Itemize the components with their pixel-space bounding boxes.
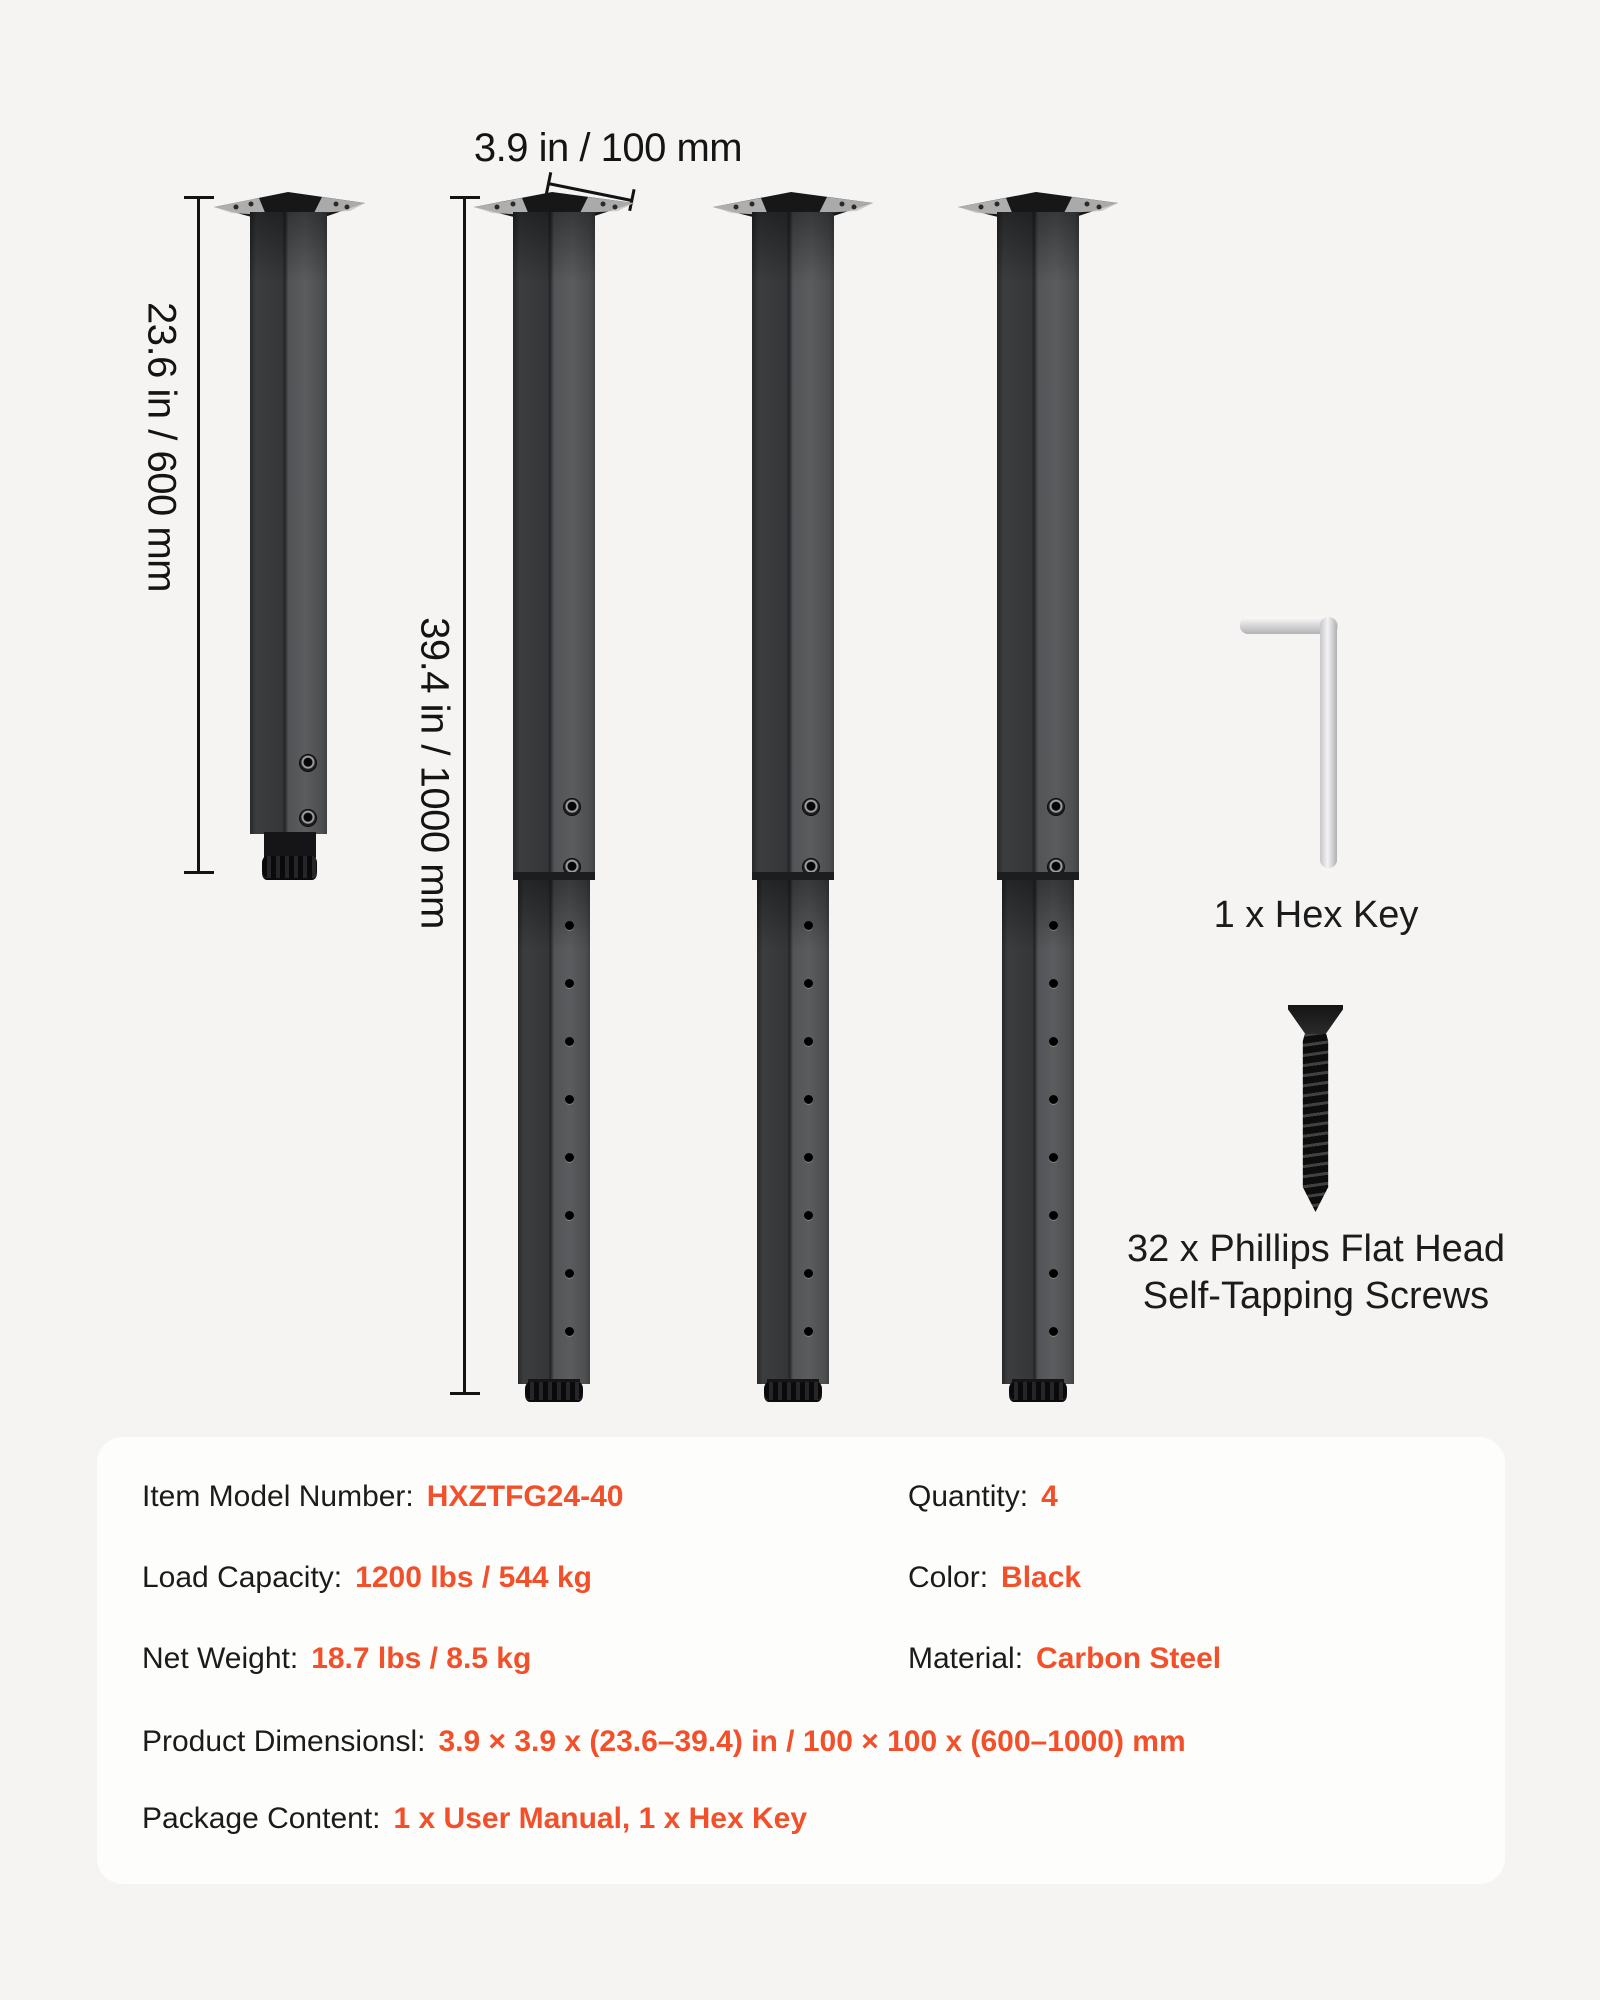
hex-key-label: 1 x Hex Key [1213, 894, 1419, 936]
extended-leg-dimension-label: 39.4 in / 1000 mm [412, 617, 457, 929]
spec-value: HXZTFG24-40 [426, 1480, 624, 1513]
spec-value: Carbon Steel [1036, 1642, 1222, 1675]
foot-neck [264, 832, 316, 858]
spec-row-load-capacity [142, 1561, 592, 1595]
spec-value: 1200 lbs / 544 kg [355, 1561, 592, 1594]
leg-retracted-illustration [212, 191, 367, 881]
leg-foot [1009, 1382, 1067, 1400]
spec-value: 1 x User Manual, 1 x Hex Key [393, 1802, 808, 1835]
adjustment-hole [565, 1269, 574, 1278]
spec-label: Package Content: [142, 1802, 381, 1835]
spec-value: 4 [1041, 1480, 1058, 1513]
spec-value: Black [1001, 1561, 1082, 1594]
spec-label: Product Dimensionsl: [142, 1725, 426, 1758]
leg-extended-illustration-2 [711, 191, 875, 1401]
adjustment-hole [1049, 921, 1058, 930]
adjustment-hole [1049, 1211, 1058, 1220]
adjustment-hole [1049, 1269, 1058, 1278]
dimension-endcap [184, 871, 214, 874]
adjustment-hole [565, 1211, 574, 1220]
adjustment-hole [804, 979, 813, 988]
leg-foot [764, 1382, 822, 1400]
spec-label: Quantity: [908, 1480, 1029, 1513]
spec-row-net-weight [142, 1642, 531, 1676]
leg-extended-illustration-1 [472, 191, 636, 1401]
set-screw [803, 799, 819, 815]
adjustment-hole [804, 1211, 813, 1220]
adjustment-hole [565, 921, 574, 930]
spec-label: Color: [908, 1561, 989, 1594]
upper-tube [752, 212, 834, 880]
leg-foot [525, 1382, 583, 1400]
spec-row-color [908, 1561, 1081, 1595]
plate-width-dimension-label: 3.9 in / 100 mm [473, 126, 743, 170]
lower-tube [757, 880, 829, 1384]
lower-tube [1002, 880, 1074, 1384]
adjustment-hole [1049, 1095, 1058, 1104]
set-screw [300, 810, 316, 826]
spec-row-material [908, 1642, 1221, 1676]
tube-joint [752, 872, 834, 880]
adjustment-hole [804, 921, 813, 930]
specs-panel [97, 1437, 1505, 1884]
extended-leg-dimension-line [463, 198, 466, 1394]
adjustment-hole [1049, 1153, 1058, 1162]
adjustment-hole [565, 1095, 574, 1104]
set-screw [300, 755, 316, 771]
leg-column [250, 212, 327, 834]
screws-label-line1: 32 x Phillips Flat Head [1126, 1228, 1506, 1270]
screws-label [1127, 1226, 1505, 1320]
adjustment-hole [565, 979, 574, 988]
set-screw [1048, 799, 1064, 815]
screw-icon [1288, 1005, 1343, 1036]
set-screw [564, 799, 580, 815]
spec-label: Material: [908, 1642, 1024, 1675]
tube-joint [513, 872, 595, 880]
spec-row-item-model-number [142, 1480, 623, 1514]
adjustment-hole [804, 1037, 813, 1046]
spec-label: Load Capacity: [142, 1561, 343, 1594]
spec-label: Item Model Number: [142, 1480, 414, 1513]
adjustment-hole [804, 1095, 813, 1104]
spec-value: 3.9 × 3.9 x (23.6–39.4) in / 100 × 100 x (600–1000) mm [438, 1725, 1186, 1758]
adjustment-hole [1049, 1037, 1058, 1046]
adjustment-hole [1049, 1327, 1058, 1336]
adjustment-hole [565, 1327, 574, 1336]
screw-icon [1302, 1034, 1329, 1212]
adjustment-hole [804, 1327, 813, 1336]
leg-foot [262, 856, 317, 878]
lower-tube [518, 880, 590, 1384]
short-leg-dimension-label: 23.6 in / 600 mm [139, 302, 184, 592]
upper-tube [513, 212, 595, 880]
adjustment-hole [565, 1153, 574, 1162]
spec-row-quantity [908, 1480, 1058, 1514]
spec-row-product-dimensions [142, 1725, 1186, 1759]
adjustment-hole [565, 1037, 574, 1046]
adjustment-hole [804, 1153, 813, 1162]
hex-key-icon [1320, 617, 1337, 868]
screws-label-line2: Self-Tapping Screws [1142, 1275, 1490, 1317]
leg-extended-illustration-3 [956, 191, 1120, 1401]
adjustment-hole [1049, 979, 1058, 988]
adjustment-hole [804, 1269, 813, 1278]
short-leg-dimension-line [197, 198, 200, 873]
spec-value: 18.7 lbs / 8.5 kg [311, 1642, 532, 1675]
spec-row-package-content [142, 1802, 807, 1836]
upper-tube [997, 212, 1079, 880]
tube-joint [997, 872, 1079, 880]
spec-label: Net Weight: [142, 1642, 299, 1675]
